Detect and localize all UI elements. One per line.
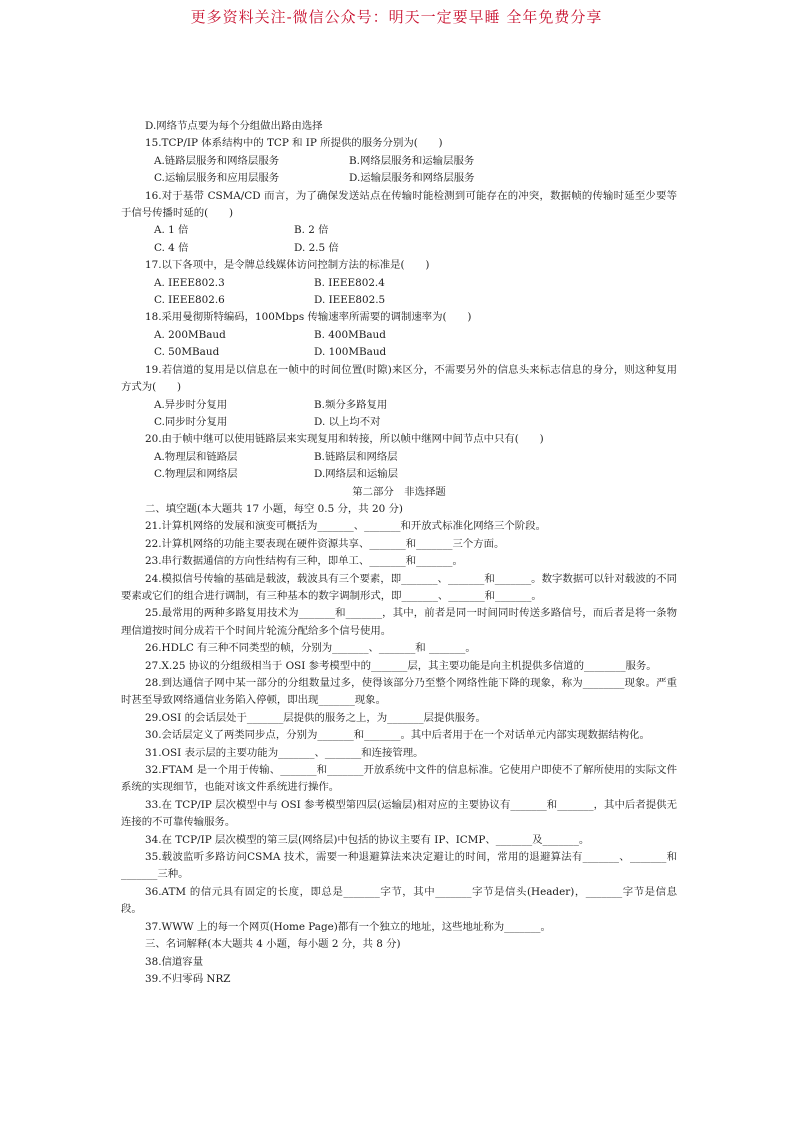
question-39: 39.不归零码 NRZ xyxy=(145,972,231,985)
option-c: C. IEEE802.6 xyxy=(154,294,225,307)
question-21: 21.计算机网络的发展和演变可概括为_______、_______和开放式标准化网络三个阶段。 xyxy=(145,520,546,533)
option-d: D. 以上均不对 xyxy=(314,415,381,428)
option-d: D.网络层和运输层 xyxy=(314,468,398,481)
question-36: 36.ATM 的信元具有固定的长度，即总是_______字节，其中_______字节是信头(Header)，_______字节是信息段。 xyxy=(121,885,677,916)
question-19: 19.若信道的复用是以信息在一帧中的时间位置(时隙)来区分，不需要另外的信息头来标志信息的身分，则这种复用方式为( ) xyxy=(121,363,677,394)
section-heading: 二、填空题(本大题共 17 小题，每空 0.5 分，共 20 分) xyxy=(145,502,403,515)
option-c: C. 4 倍 xyxy=(154,241,189,254)
option-b: B.网络层服务和运输层服务 xyxy=(349,154,475,167)
option-a: A. IEEE802.3 xyxy=(154,276,225,289)
question-31: 31.OSI 表示层的主要功能为_______、_______和连接管理。 xyxy=(145,746,424,759)
option-b: B. 400MBaud xyxy=(314,328,386,341)
question-34: 34.在 TCP/IP 层次模型的第三层(网络层)中包括的协议主要有 IP、ICMP、_______及_______。 xyxy=(145,833,590,846)
question-32: 32.FTAM 是一个用于传输、_______和_______开放系统中文件的信息标准。它使用户即使不了解所使用的实际文件系统的实现细节，也能对该文件系统进行操作。 xyxy=(121,764,677,794)
options-row xyxy=(121,170,677,187)
option-d: D. IEEE802.5 xyxy=(314,294,386,307)
question-37: 37.WWW 上的每一个网页(Home Page)都有一个独立的地址，这些地址称为_______。 xyxy=(145,920,551,933)
option-c: C.同步时分复用 xyxy=(154,415,228,428)
option-d: D. 100MBaud xyxy=(314,346,387,359)
question-20: 20.由于帧中继可以使用链路层来实现复用和转接，所以帧中继网中间节点中只有( ) xyxy=(145,433,544,446)
question-30: 30.会话层定义了两类同步点，分别为_______和_______。其中后者用于在一个对话单元内部实现数据结构化。 xyxy=(145,729,650,742)
question-22: 22.计算机网络的功能主要表现在硬件资源共享、_______和_______三个方面。 xyxy=(145,537,505,550)
question-27: 27.X.25 协议的分组级相当于 OSI 参考模型中的_______层，其主要功能是向主机提供多信道的________服务。 xyxy=(145,659,657,672)
question-18: 18.采用曼彻斯特编码，100Mbps 传输速率所需要的调制速率为( ) xyxy=(145,311,472,324)
option-a: A.链路层服务和网络层服务 xyxy=(154,154,280,167)
option-a: A.异步时分复用 xyxy=(154,398,228,411)
option-a: A.物理层和链路层 xyxy=(154,450,238,463)
options-row xyxy=(121,275,677,292)
question-23: 23.串行数据通信的方向性结构有三种，即单工、_______和_______。 xyxy=(145,555,463,568)
question-33: 33.在 TCP/IP 层次模型中与 OSI 参考模型第四层(运输层)相对应的主要协议有_______和_______，其中后者提供无连接的不可靠传输服务。 xyxy=(121,798,677,829)
options-row xyxy=(121,397,677,414)
options-row xyxy=(121,344,677,361)
option-a: A. 200MBaud xyxy=(154,328,226,341)
exam-content xyxy=(121,118,677,988)
options-row xyxy=(121,327,677,344)
options-row xyxy=(121,292,677,309)
question-28: 28.到达通信子网中某一部分的分组数量过多，使得该部分乃至整个网络性能下降的现象，称为________现象。严重时甚至导致网络通信业务陷入停顿，即出现_______现象。 xyxy=(121,677,677,707)
question-15: 15.TCP/IP 体系结构中的 TCP 和 IP 所提供的服务分别为( ) xyxy=(145,137,443,150)
option-c: C.运输层服务和应用层服务 xyxy=(154,172,280,185)
header-banner: 更多资料关注-微信公众号：明天一定要早睡 全年免费分享 xyxy=(190,8,603,26)
options-row xyxy=(121,414,677,431)
question-29: 29.OSI 的会话层处于_______层提供的服务之上，为_______层提供服务。 xyxy=(145,711,486,724)
options-row xyxy=(121,466,677,483)
option-b: B.频分多路复用 xyxy=(314,398,388,411)
option-d: D. 2.5 倍 xyxy=(294,241,339,254)
question-38: 38.信道容量 xyxy=(145,955,204,968)
question-16: 16.对于基带 CSMA/CD 而言，为了确保发送站点在传输时能检测到可能存在的冲突，数据帧的传输时延至少要等于信号传播时延的( ) xyxy=(121,189,677,220)
question-24: 24.模拟信号传输的基础是载波，载波具有三个要素，即_______、_______和_______。数字数据可以针对载波的不同要素或它们的组合进行调制，有三种基本的数字调制形式，即_______、_______和_______。 xyxy=(121,572,677,602)
option-c: C. 50MBaud xyxy=(154,346,220,359)
options-row xyxy=(121,222,677,239)
option-d: D.运输层服务和网络层服务 xyxy=(349,172,475,185)
option-b: B. IEEE802.4 xyxy=(314,276,385,289)
option-c: C.物理层和网络层 xyxy=(154,468,238,481)
option-a: A. 1 倍 xyxy=(154,224,189,237)
option-text: D.网络节点要为每个分组做出路由选择 xyxy=(145,120,323,132)
options-row xyxy=(121,153,677,170)
options-row xyxy=(121,449,677,466)
question-35: 35.载波监听多路访问CSMA 技术，需要一种退避算法来决定避让的时间，常用的退避算法有_______、_______和_______三种。 xyxy=(121,851,677,881)
question-17: 17.以下各项中，是令牌总线媒体访问控制方法的标准是( ) xyxy=(145,259,430,272)
section-heading: 三、名词解释(本大题共 4 小题，每小题 2 分，共 8 分) xyxy=(145,938,401,951)
question-25: 25.最常用的两种多路复用技术为_______和_______，其中，前者是同一时间同时传送多路信号，而后者是将一条物理信道按时间分成若干个时间片轮流分配给多个信号使用。 xyxy=(121,607,677,637)
option-b: B. 2 倍 xyxy=(294,224,329,237)
option-b: B.链路层和网络层 xyxy=(314,450,398,463)
question-26: 26.HDLC 有三种不同类型的帧，分别为_______、_______和 _______。 xyxy=(145,642,476,655)
part-heading: 第二部分 非选择题 xyxy=(352,485,446,498)
options-row xyxy=(121,240,677,257)
